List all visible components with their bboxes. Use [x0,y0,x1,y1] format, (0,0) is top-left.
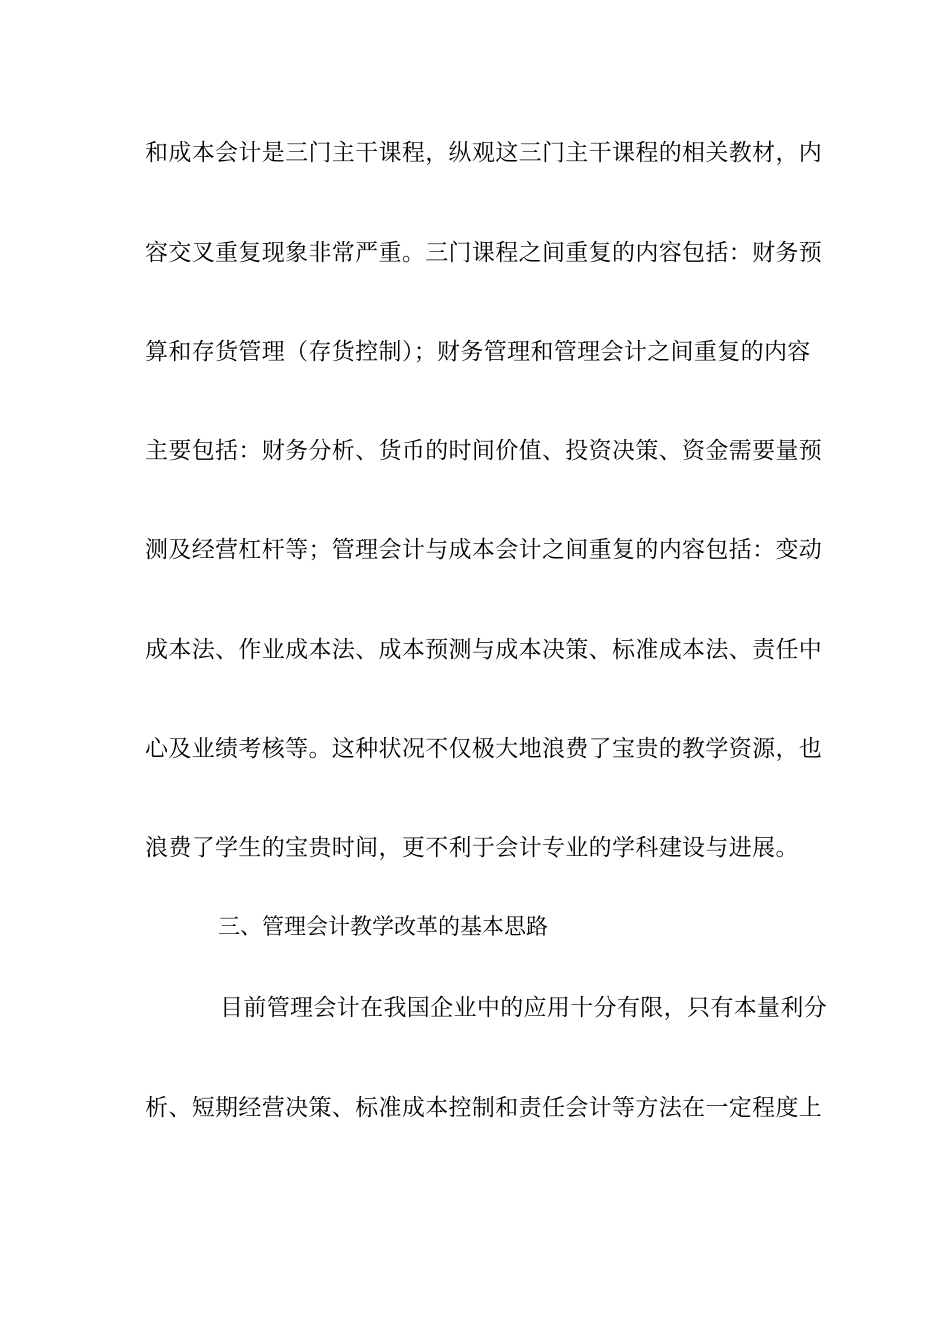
body-text-line: 主要包括：财务分析、货币的时间价值、投资决策、资金需要量预 [145,438,823,464]
body-text-line: 目前管理会计在我国企业中的应用十分有限，只有本量利分 [220,995,828,1021]
body-text-line: 浪费了学生的宝贵时间，更不利于会计专业的学科建设与进展。 [145,835,799,861]
body-text-line: 析、短期经营决策、标准成本控制和责任会计等方法在一定程度上 [145,1095,823,1121]
body-text-line: 测及经营杠杆等；管理会计与成本会计之间重复的内容包括：变动 [145,537,823,563]
body-text-line: 和成本会计是三门主干课程，纵观这三门主干课程的相关教材，内 [145,140,823,166]
section-heading: 三、管理会计教学改革的基本思路 [218,915,549,940]
body-text-line: 成本法、作业成本法、成本预测与成本决策、标准成本法、责任中 [145,637,823,663]
body-text-line: 心及业绩考核等。这种状况不仅极大地浪费了宝贵的教学资源，也 [145,736,823,762]
body-text-line: 算和存货管理（存货控制）；财务管理和管理会计之间重复的内容 [145,339,811,365]
body-text-line: 容交叉重复现象非常严重。三门课程之间重复的内容包括：财务预 [145,240,823,266]
